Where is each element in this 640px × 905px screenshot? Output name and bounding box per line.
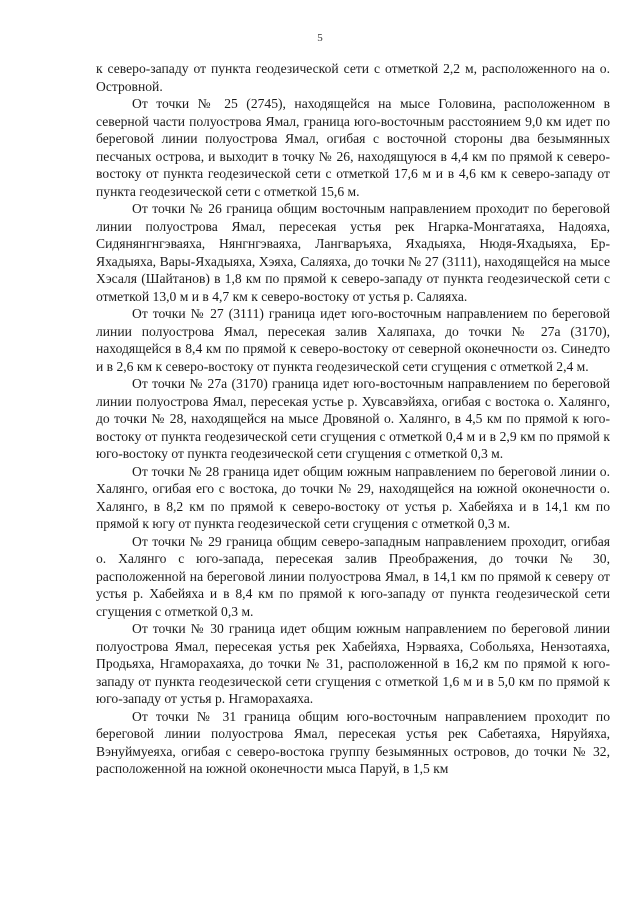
- paragraph-point-29: От точки № 29 граница общим северо-западным направлением проходит, огибая о. Халянго с юго-запада, пересекая залив Преображения, до точки № 30, расположенной на береговой линии полуострова Ямал, в 14,1 км по прямой к северу от устья р. Хабейяха и в 8,4 км по прямой к юго-западу от пункта геодезической сети сгущения с отметкой 0,3 м.: [96, 533, 610, 619]
- paragraph-point-27a: От точки № 27а (3170) граница идет юго-восточным направлением по береговой линии полуострова Ямал, пересекая устье р. Хувсавэйяха, огибая с востока о. Халянго, до точки № 28, находящейся на мысе Дровяной о. Халянго, в 4,5 км по прямой к юго-востоку от пункта геодезической сети сгущения с отметкой 0,4 м и в 2,9 км по прямой к юго-востоку от пункта геодезической сети сгущения с отметкой 0,3 м.: [96, 376, 610, 461]
- paragraph-point-30: От точки № 30 граница идет общим южным направлением по береговой линии полуострова Ямал, пересекая устья рек Хабейяха, Нэрваяха, Собольяха, Нензотаяха, Продьяха, Нгаморахаяха, до точки № 31, расположенной в 16,2 км по прямой к юго-западу от пункта геодезической сети сгущения с отметкой 1,6 м и в 5,0 км по прямой к юго-западу от устья р. Нгаморахаяха.: [96, 621, 610, 706]
- paragraph-point-27: От точки № 27 (3111) граница идет юго-восточным направлением по береговой линии полуострова Ямал, пересекая залив Халяпаха, до точки № 27а (3170), находящейся в 8,4 км по прямой к северо-востоку от северной оконечности оз. Синедто и в 2,6 км к северо-востоку от пункта геодезической сети сгущения с отметкой 2,4 м.: [96, 306, 610, 374]
- document-body: [96, 60, 610, 778]
- paragraph-point-25: От точки № 25 (2745), находящейся на мысе Головина, расположенном в северной части полуострова Ямал, граница юго-восточным расстоянием 9,0 км идет по береговой линии полуострова Ямал, огибая с восточной стороны два безымянных песчаных острова, и выходит в точку № 26, находящуюся в 4,4 км по прямой к северо-востоку от пункта геодезической сети с отметкой 17,6 м и в 4,6 км к северо-западу от пункта геодезической сети с отметкой 15,6 м.: [96, 96, 610, 199]
- paragraph-point-26: От точки № 26 граница общим восточным направлением проходит по береговой линии полуострова Ямал, пересекая устья рек Нгарка-Монгатаяха, Надояха, Сидянянгнгэваяха, Нянгнгэваяха, Лангваръяха, Яхадыяха, Нюдя-Яхадыяха, Ер-Яхадыяха, Вары-Яхадыяха, Хэяха, Саляяха, до точки № 27 (3111), находящейся на мысе Хэсаля (Шайтанов) в 1,8 км по прямой к северо-западу от пункта геодезической сети с отметкой 13,0 м и в 4,7 км к северо-востоку от устья р. Саляяха.: [96, 201, 610, 304]
- page-number: 5: [317, 32, 323, 44]
- paragraph-point-28: От точки № 28 граница идет общим южным направлением по береговой линии о. Халянго, огибая его с востока, до точки № 29, находящейся на южной оконечности о. Халянго, в 8,2 км по прямой к северо-востоку от устья р. Хабейяха и в 14,1 км по прямой к югу от пункта геодезической сети сгущения с отметкой 0,3 м.: [96, 463, 610, 531]
- paragraph-point-31: От точки № 31 граница общим юго-восточным направлением проходит по береговой линии полуострова Ямал, пересекая устья рек Сабетаяха, Няруйяха, Вэнуймуеяха, огибая с северо-востока группу безымянных островов, до точки № 32, расположенной на южной оконечности мыса Паруй, в 1,5 км: [96, 708, 610, 776]
- paragraph-continuation: к северо-западу от пункта геодезической сети с отметкой 2,2 м, расположенного на о. Островной.: [96, 61, 610, 94]
